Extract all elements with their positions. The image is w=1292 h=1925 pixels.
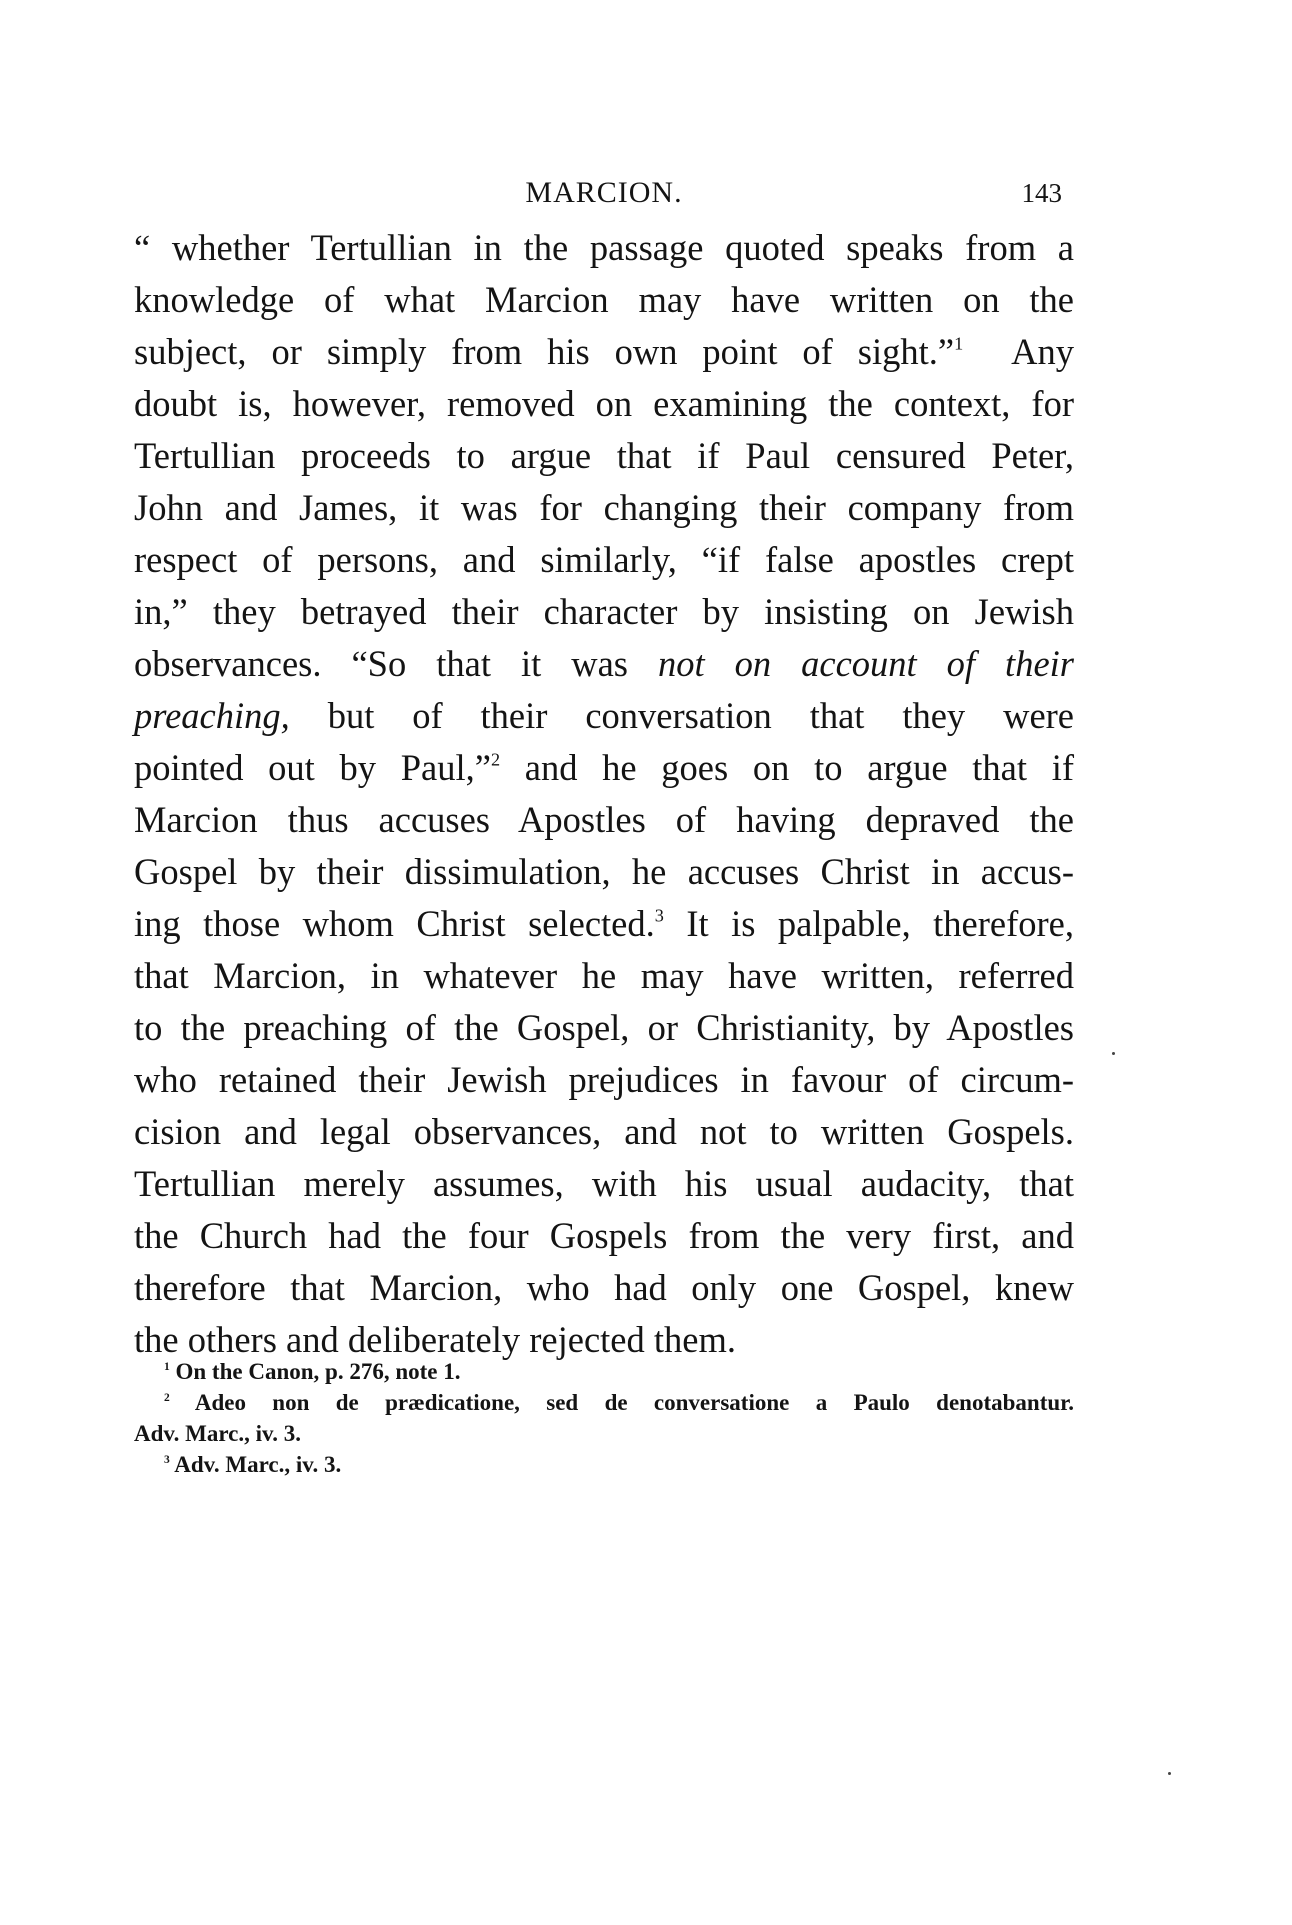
italic-phrase: not on account of their [658,643,1074,684]
footnote-ref: 2 [490,749,501,770]
footnote-2: $^2$ Adeo non de prædicatione, sed de conversatione a Paulo denotabantur. [164,1390,1074,1415]
footnote-3: $^3$ Adv. Marc., iv. 3. [164,1452,342,1477]
footnotes [134,1356,1074,1480]
text-line: the others and deliberately rejected them. [134,1319,736,1360]
text-line: to the preaching of the Gospel, or Christianity, by Apostles [134,1007,1074,1048]
body-text [134,222,1074,1366]
running-head [134,176,1074,220]
text-line: “ whether Tertullian in the passage quoted speaks from a [134,227,1074,268]
text-line: who retained their Jewish prejudices in favour of circum- [134,1059,1074,1100]
running-title: MARCION. [525,176,683,209]
footnote-2-continuation: Adv. Marc., iv. 3. [134,1421,301,1446]
text-line: ing those whom Christ selected.$^3$ It is palpable, therefore, [134,903,1074,944]
text-line: the Church had the four Gospels from the very first, and [134,1215,1074,1256]
text-line: therefore that Marcion, who had only one Gospel, knew [134,1267,1074,1308]
text-line: Tertullian proceeds to argue that if Paul censured Peter, [134,435,1074,476]
footnote-ref: 3 [654,905,664,926]
text-line: subject, or simply from his own point of sight.”$^1$ Any [134,331,1074,372]
text-line: that Marcion, in whatever he may have written, referred [134,955,1074,996]
footnote-1: $^1$ On the Canon, p. 276, note 1. [164,1359,461,1384]
page-number: 143 [1021,178,1062,208]
text-line: preaching, but of their conversation that they were [134,695,1074,736]
scan-speck [1112,1052,1115,1055]
text-line: Tertullian merely assumes, with his usual audacity, that [134,1163,1074,1204]
text-line: observances. “So that it was not on account of their [134,643,1074,684]
text-line: respect of persons, and similarly, “if false apostles crept [134,539,1074,580]
footnote-marker: 1 [164,1360,170,1373]
footnote-marker: 3 [164,1453,170,1466]
footnote-marker: 2 [164,1391,170,1404]
scan-speck [1168,1772,1171,1775]
text-line: knowledge of what Marcion may have written on the [134,279,1074,320]
text-line: pointed out by Paul,”$^2$ and he goes on to argue that if [134,747,1075,788]
text-line: doubt is, however, removed on examining the context, for [134,383,1074,424]
text-line: cision and legal observances, and not to written Gospels. [134,1111,1074,1152]
text-line: Marcion thus accuses Apostles of having depraved the [134,799,1074,840]
footnote-ref: 1 [954,333,964,354]
text-line: John and James, it was for changing their company from [134,487,1074,528]
text-line: Gospel by their dissimulation, he accuses Christ in accus- [134,851,1074,892]
italic-phrase: preaching, [134,695,290,736]
text-line: in,” they betrayed their character by insisting on Jewish [134,591,1074,632]
